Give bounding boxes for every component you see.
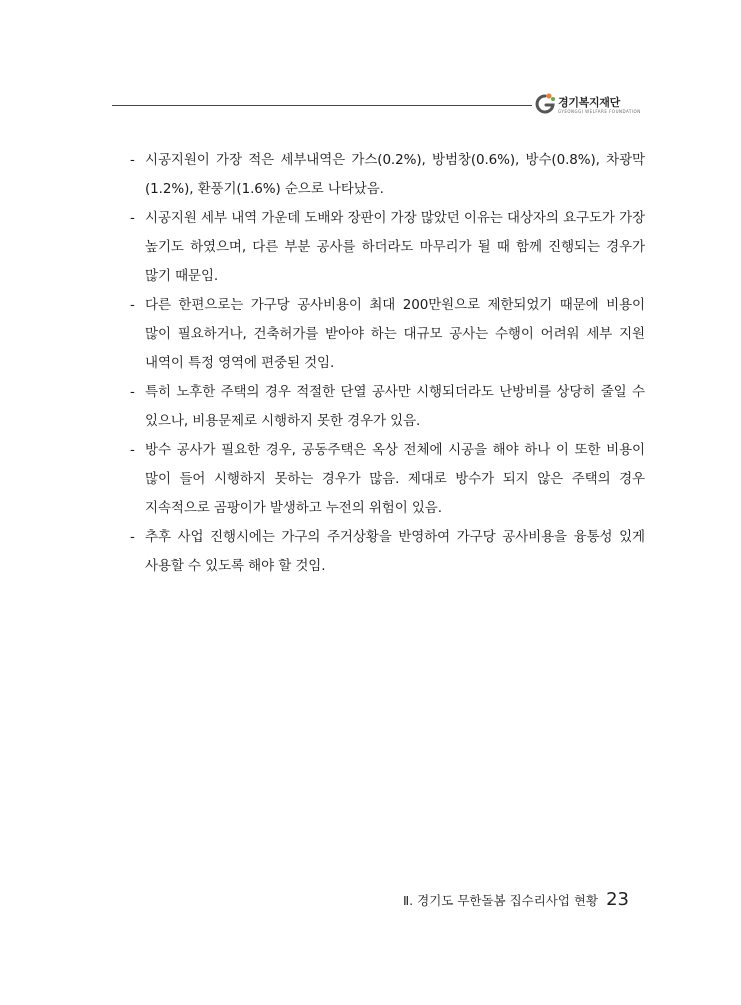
foundation-logo	[534, 90, 644, 120]
paragraph-item	[130, 436, 645, 523]
bullet-dash: -	[130, 210, 135, 226]
bullet-dash: -	[130, 297, 135, 313]
header-rule	[112, 105, 532, 106]
logo-text: 경기복지재단	[558, 96, 620, 109]
page-footer	[403, 889, 629, 910]
paragraph-text: 특히 노후한 주택의 경우 적절한 단열 공사만 시행되더라도 난방비를 상당히 줄일 수 있으나, 비용문제로 시행하지 못한 경우가 있음.	[145, 384, 645, 429]
page-number: 23	[606, 889, 629, 910]
paragraph-item	[130, 291, 645, 378]
paragraph-text: 방수 공사가 필요한 경우, 공동주택은 옥상 전체에 시공을 해야 하나 이 또한 비용이 많이 들어 시행하지 못하는 경우가 많음. 제대로 방수가 되지 않은 주택의 경우 지속적으로 곰팡이가 발생하고 누전의 위험이 있음.	[145, 442, 645, 516]
paragraph-text: 시공지원 세부 내역 가운데 도배와 장판이 가장 많았던 이유는 대상자의 요구도가 가장 높기도 하였으며, 다른 부분 공사를 하더라도 마무리가 될 때 함께 진행되는 경우가 많기 때문임.	[145, 210, 645, 284]
body-content	[130, 146, 645, 581]
paragraph-item	[130, 204, 645, 291]
bullet-dash: -	[130, 384, 135, 400]
bullet-dash: -	[130, 442, 135, 458]
paragraph-text: 추후 사업 진행시에는 가구의 주거상황을 반영하여 가구당 공사비용을 융통성 있게 사용할 수 있도록 해야 할 것임.	[145, 529, 645, 574]
foundation-logo-icon	[534, 92, 556, 116]
paragraph-text: 시공지원이 가장 적은 세부내역은 가스(0.2%), 방범창(0.6%), 방수(0.8%), 차광막(1.2%), 환풍기(1.6%) 순으로 나타났음.	[145, 152, 645, 197]
paragraph-text: 다른 한편으로는 가구당 공사비용이 최대 200만원으로 제한되었기 때문에 비용이 많이 필요하거나, 건축허가를 받아야 하는 대규모 공사는 수행이 어려워 세부 지원 내역이 특정 영역에 편중된 것임.	[145, 297, 645, 371]
bullet-dash: -	[130, 529, 135, 545]
paragraph-item	[130, 378, 645, 436]
section-title: Ⅱ. 경기도 무한돌봄 집수리사업 현황	[403, 893, 599, 908]
paragraph-item	[130, 523, 645, 581]
logo-subtext: GYEONGGI WELFARE FOUNDATION	[558, 109, 641, 114]
paragraph-item	[130, 146, 645, 204]
bullet-dash: -	[130, 152, 135, 168]
